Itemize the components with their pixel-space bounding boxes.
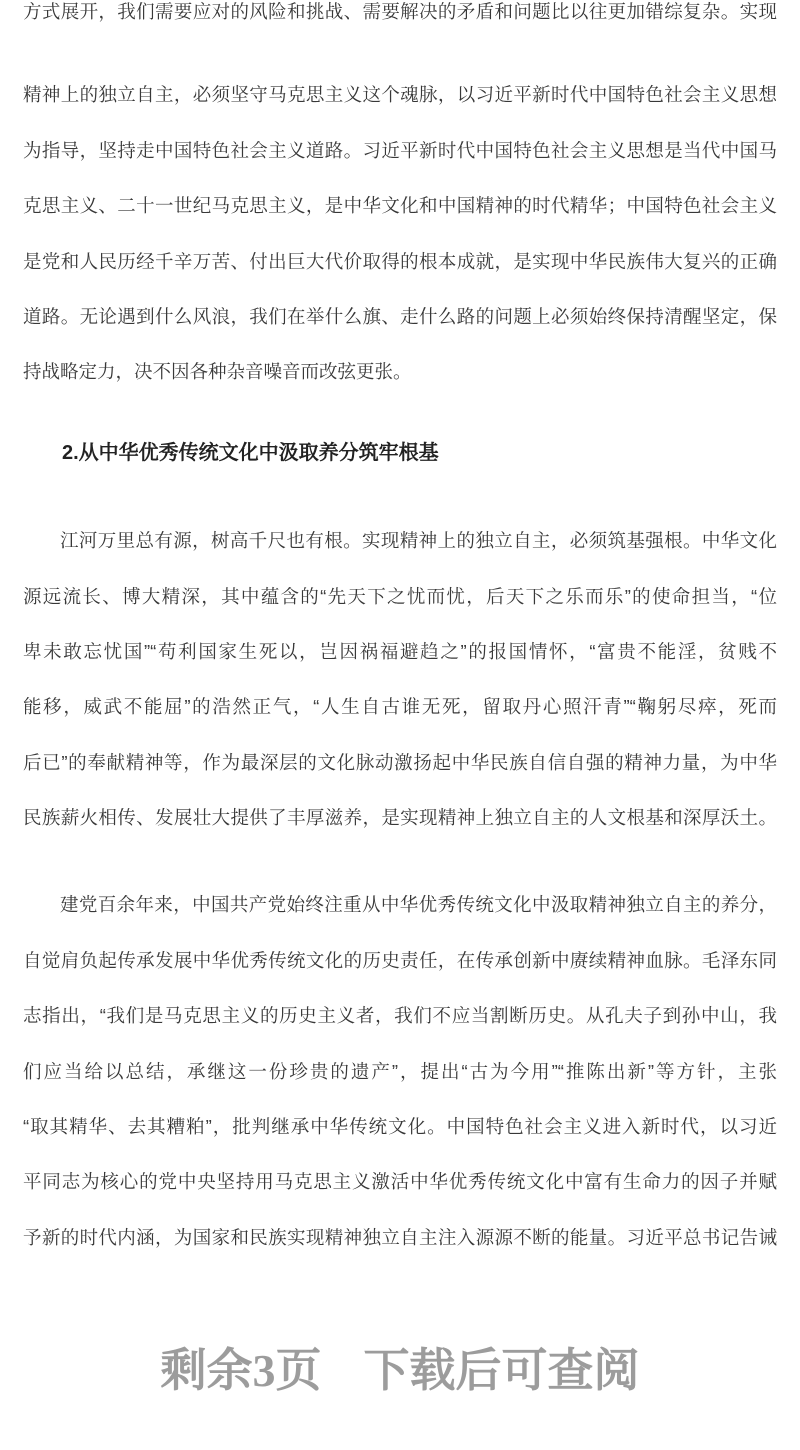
document-body	[23, 0, 777, 1265]
text-line: 们应当给以总结，承继这一份珍贵的遗产”，提出“古为今用”“推陈出新”等方针，主张	[23, 1060, 777, 1082]
section-heading: 2.从中华优秀传统文化中汲取养分筑牢根基	[62, 441, 439, 464]
text-line: 予新的时代内涵，为国家和民族实现精神独立自主注入源源不断的能量。习近平总书记告诫	[23, 1226, 777, 1248]
text-line: 克思主义、二十一世纪马克思主义，是中华文化和中国精神的时代精华；中国特色社会主义	[23, 195, 777, 217]
text-line: 能移，威武不能屈”的浩然正气，“人生自古谁无死，留取丹心照汗青”“鞠躬尽瘁，死而	[23, 696, 777, 718]
text-line: 建党百余年来，中国共产党始终注重从中华优秀传统文化中汲取精神独立自主的养分，	[60, 894, 777, 916]
text-line: 精神上的独立自主，必须坚守马克思主义这个魂脉，以习近平新时代中国特色社会主义思想	[23, 84, 777, 106]
text-line: 持战略定力，决不因各种杂音噪音而改弦更张。	[23, 361, 412, 383]
text-line: 为指导，坚持走中国特色社会主义道路。习近平新时代中国特色社会主义思想是当代中国马	[23, 139, 777, 161]
text-line: 方式展开，我们需要应对的风险和挑战、需要解决的矛盾和问题比以往更加错综复杂。实现	[23, 1, 777, 22]
paragraph-block	[23, 0, 777, 400]
text-line: 平同志为核心的党中央坚持用马克思主义激活中华优秀传统文化中富有生命力的因子并赋	[23, 1171, 777, 1193]
remaining-pages-label: 剩余3页	[160, 1345, 322, 1397]
text-line: 道路。无论遇到什么风浪，我们在举什么旗、走什么路的问题上必须始终保持清醒坚定，保	[23, 305, 777, 327]
page-footer	[23, 1341, 777, 1401]
paragraph-block	[23, 877, 777, 1265]
text-line: 民族薪火相传、发展壮大提供了丰厚滋养，是实现精神上独立自主的人文根基和深厚沃土。	[23, 807, 777, 829]
text-line: 后已”的奉献精神等，作为最深层的文化脉动激扬起中华民族自信自强的精神力量，为中华	[23, 751, 777, 773]
text-line: 源远流长、博大精深，其中蕴含的“先天下之忧而忧，后天下之乐而乐”的使命担当，“位	[23, 585, 777, 607]
text-line: 卑未敢忘忧国”“苟利国家生死以，岂因祸福避趋之”的报国情怀，“富贵不能淫，贫贱不	[23, 640, 777, 662]
text-line: 志指出，“我们是马克思主义的历史主义者，我们不应当割断历史。从孔夫子到孙中山，我	[23, 1005, 777, 1027]
text-line: 是党和人民历经千辛万苦、付出巨大代价取得的根本成就，是实现中华民族伟大复兴的正确	[23, 250, 777, 272]
text-line: “取其精华、去其糟粕”，批判继承中华传统文化。中国特色社会主义进入新时代，以习近	[23, 1116, 777, 1138]
text-line: 自觉肩负起传承发展中华优秀传统文化的历史责任，在传承创新中赓续精神血脉。毛泽东同	[23, 949, 777, 971]
paragraph-block	[23, 513, 777, 845]
download-hint-label: 下载后可查阅	[363, 1345, 640, 1397]
text-line: 江河万里总有源，树高千尺也有根。实现精神上的独立自主，必须筑基强根。中华文化	[60, 530, 777, 552]
